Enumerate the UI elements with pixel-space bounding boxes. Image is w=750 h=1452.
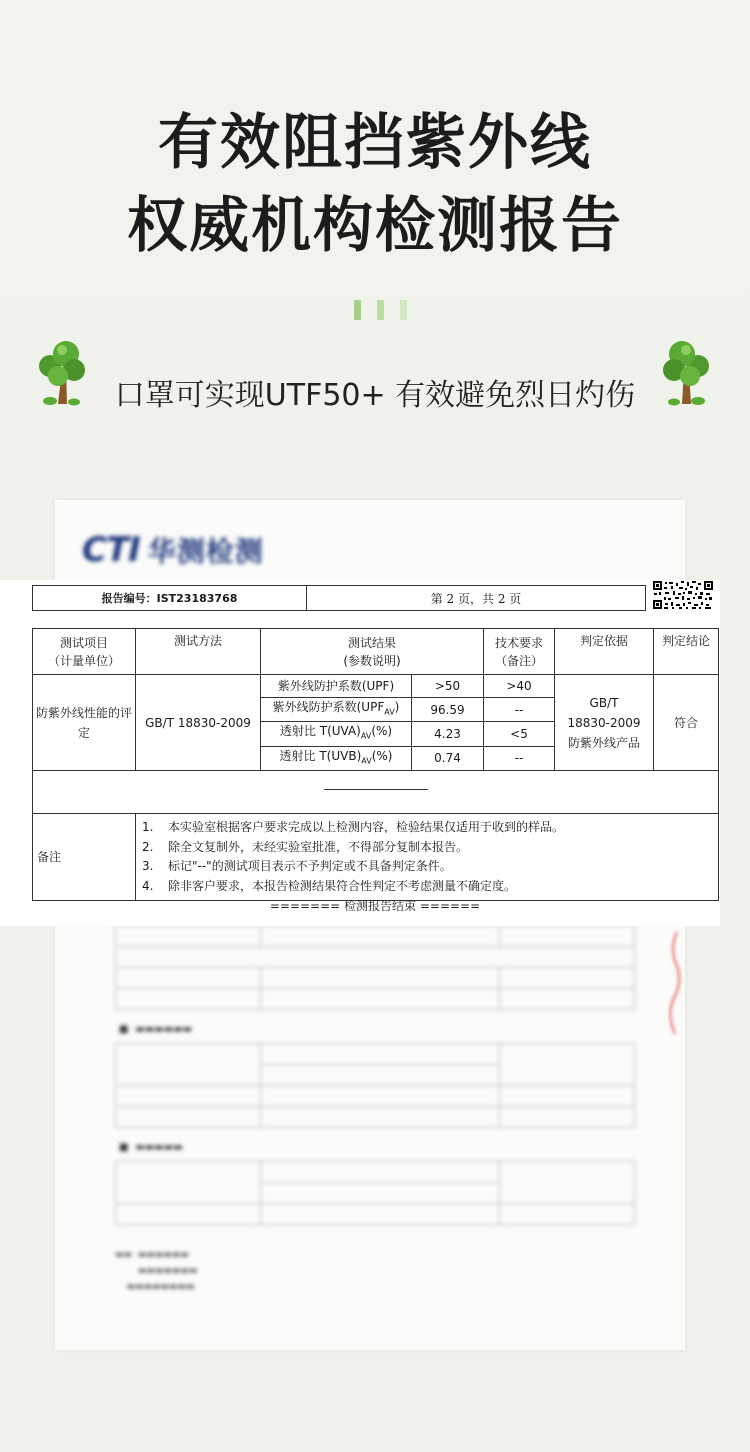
logo-cn-name: 华测检测 <box>147 535 264 568</box>
basis-value: GB/T 18830-2009 防紫外线产品 <box>555 675 654 771</box>
param-cell: 紫外线防护系数(UPF) <box>261 675 412 698</box>
list-item: 4. 除非客户要求，本报告检测结果符合性判定不考虑测量不确定度。 <box>142 878 517 893</box>
value-cell: 4.23 <box>412 722 484 746</box>
report-header-table <box>32 585 646 611</box>
separator-line <box>324 789 428 790</box>
report-end-line: ======= 检测报告结束 ====== <box>269 899 481 913</box>
remark-label: 备注 <box>33 814 136 901</box>
col-header-result: 测试结果 (参数说明) <box>261 629 484 675</box>
value-cell: >50 <box>412 675 484 698</box>
col-header-method: 测试方法 <box>136 629 261 675</box>
red-stamp-mark <box>665 930 685 1040</box>
col-header-item: 测试项目 （计量单位） <box>33 629 136 675</box>
test-results-table <box>32 628 719 901</box>
page-info: 第 2 页，共 2 页 <box>307 586 646 611</box>
table-header-row <box>33 629 719 675</box>
requirement-cell: -- <box>484 746 555 770</box>
list-item: 1. 本实验室根据客户要求完成以上检测内容，检验结果仅适用于收到的样品。 <box>142 820 565 835</box>
item-name: 防紫外线性能的评定 <box>33 675 136 771</box>
value-cell: 96.59 <box>412 698 484 722</box>
requirement-cell: <5 <box>484 722 555 746</box>
requirement-cell: >40 <box>484 675 555 698</box>
top-background <box>0 0 750 560</box>
value-cell: 0.74 <box>412 746 484 770</box>
col-header-conclusion: 判定结论 <box>654 629 719 675</box>
col-header-basis: 判定依据 <box>555 629 654 675</box>
report-number: 报告编号：IST23183768 <box>33 586 307 611</box>
param-cell: 透射比 $T(UVA)_{AV}(\%)$ <box>261 722 412 746</box>
headline-line1: 有效阻挡紫外线 <box>158 108 592 178</box>
qr-code-icon <box>652 580 714 610</box>
list-item: 2. 除全文复制外，未经实验室批准，不得部分复制本报告。 <box>142 839 469 854</box>
slogan-row <box>30 340 720 413</box>
method-value: GB/T 18830-2009 <box>136 675 261 771</box>
requirement-cell: -- <box>484 698 555 722</box>
param-cell: 紫外线防护系数$(UPF_{AV})$ <box>261 698 412 722</box>
separator-row <box>33 771 719 814</box>
tree-icon-right <box>662 340 712 406</box>
slogan-text: 口罩可实现UTF50+ 有效避免烈日灼伤 <box>114 378 636 413</box>
list-item: 3. 标记"--"的测试项目表示不予判定或不具备判定条件。 <box>142 859 452 874</box>
blurred-report-remainder: ■ ▬▬▬▬▬▬ ■ ▬▬▬▬▬ ▬▬ ▬▬▬▬▬▬ ▬▬▬▬▬▬▬ ▬▬▬▬▬▬▬▬ <box>115 925 635 1295</box>
divider-bars <box>354 300 407 320</box>
logo-brand: CTI <box>82 530 140 570</box>
conclusion-value: 符合 <box>654 675 719 771</box>
col-header-requirement: 技术要求 （备注） <box>484 629 555 675</box>
table-row <box>33 675 719 698</box>
test-report-section <box>0 580 720 926</box>
notes-list <box>136 814 719 901</box>
param-cell: 透射比 $T(UVB)_{AV}(\%)$ <box>261 746 412 770</box>
cti-logo <box>82 525 264 575</box>
remarks-row <box>33 814 719 901</box>
headline-line2: 权威机构检测报告 <box>127 191 623 261</box>
